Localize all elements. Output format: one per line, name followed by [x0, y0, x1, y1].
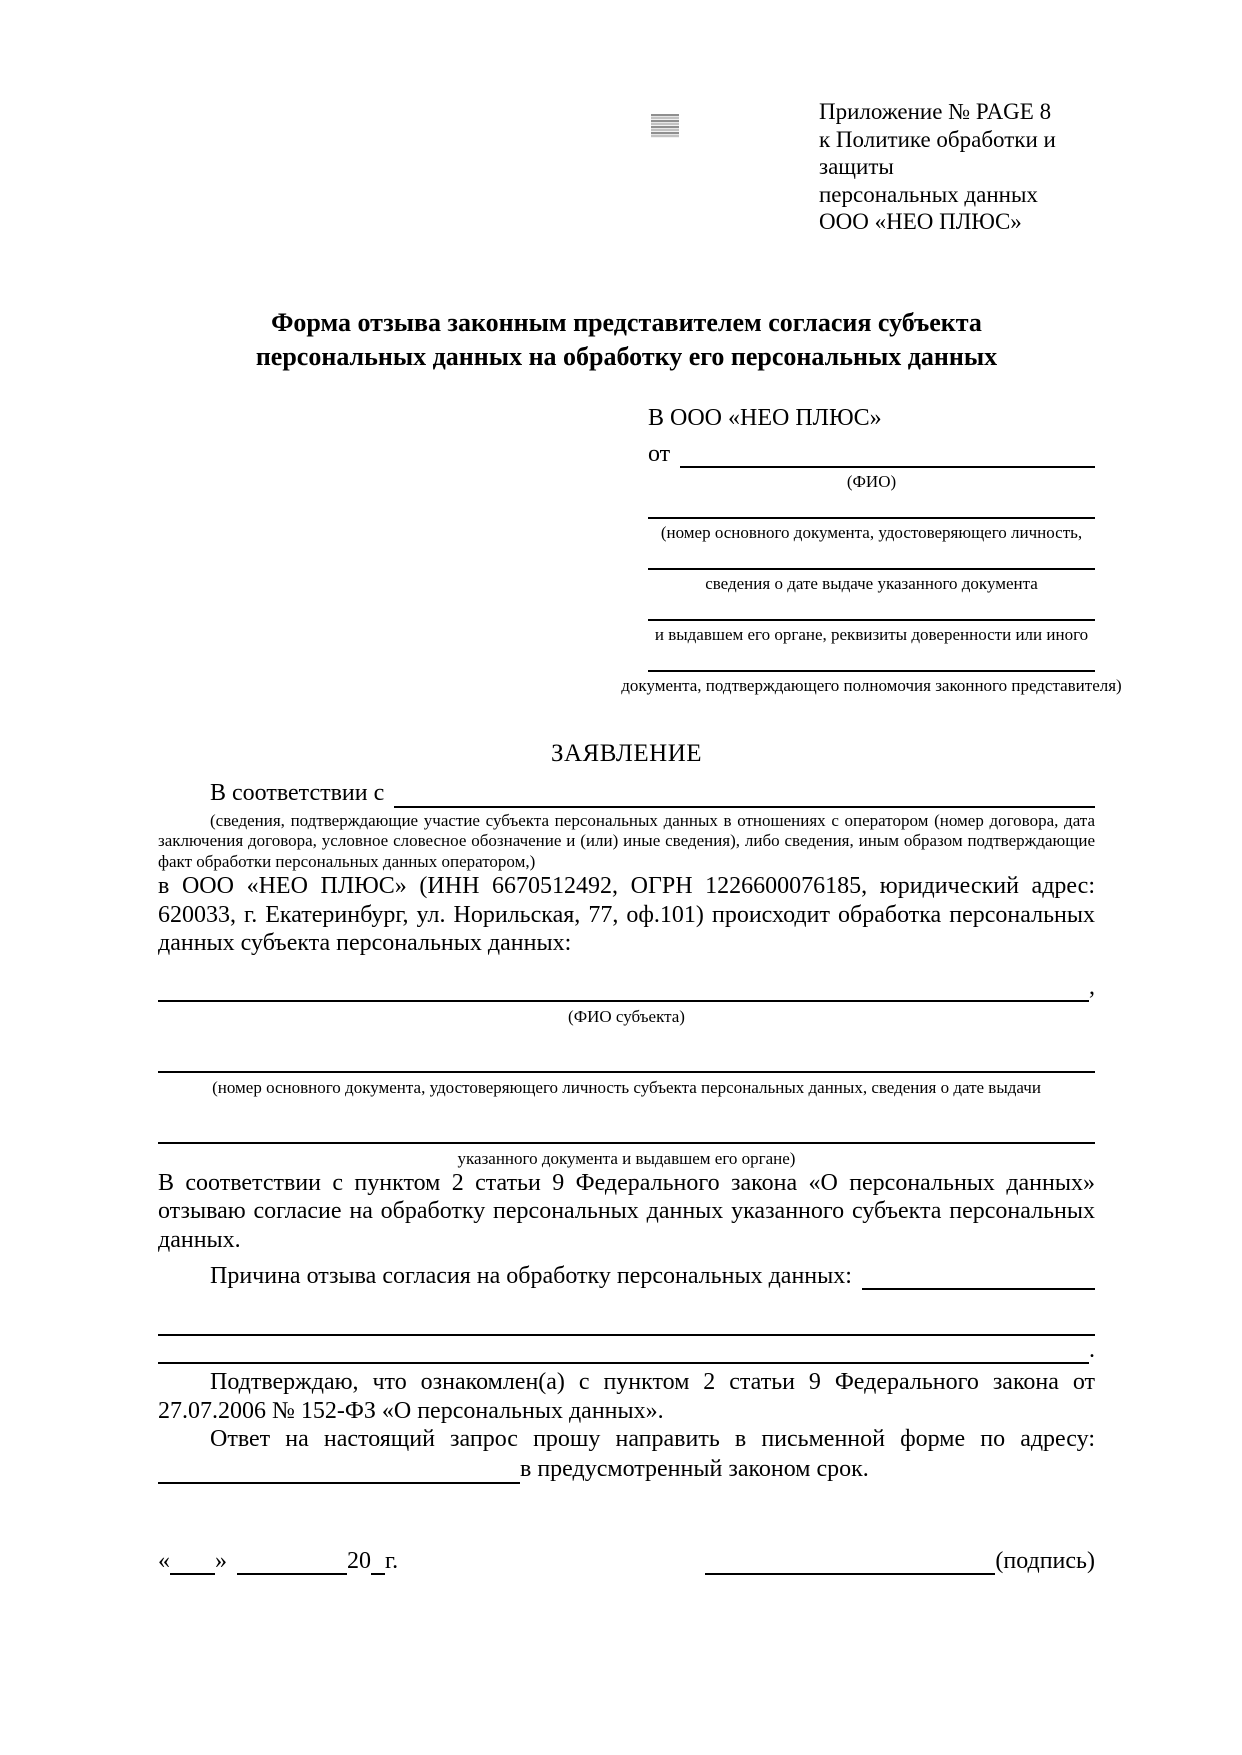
date-day-fill-in-line	[170, 1551, 215, 1575]
addressee-to: В ООО «НЕО ПЛЮС»	[648, 404, 882, 431]
text-lines-icon	[651, 114, 679, 138]
date-year-prefix: 20	[347, 1547, 371, 1574]
reply-intro-paragraph: Ответ на настоящий запрос прошу направить в письменной форме по адресу:	[210, 1426, 1095, 1452]
fio-caption: (ФИО)	[846, 471, 897, 491]
appendix-number-line: Приложение № PAGE 8	[819, 99, 1052, 124]
reason-fill-in-line-3	[158, 1362, 1089, 1364]
date-month-fill-in-line	[237, 1551, 347, 1575]
representative-doc-caption-3: и выдавшем его органе, реквизиты доверенности или иного	[654, 624, 1089, 644]
subject-doc-caption-1: (номер основного документа, удостоверяющего личность субъекта персональных данных, сведения о дате выдачи	[212, 1077, 1041, 1097]
reply-tail-text: в предусмотренный законом срок.	[520, 1456, 869, 1482]
addressee-from-row	[648, 436, 1095, 468]
reason-trailing-period: .	[1089, 1336, 1095, 1363]
reason-fill-in-line-2	[158, 1290, 1095, 1336]
representative-doc-fill-in-line	[648, 543, 1095, 570]
reply-address-fill-in-line	[158, 1458, 520, 1484]
date-quote-close: »	[215, 1547, 227, 1574]
date-year-fill-in-line	[371, 1551, 385, 1575]
accordance-row	[158, 776, 1095, 808]
form-title-line-1: Форма отзыва законным представителем согласия субъекта	[271, 307, 982, 337]
representative-doc-fill-in-line	[648, 645, 1095, 672]
date-quote-open: «	[158, 1547, 170, 1574]
policy-reference-line-2: персональных данных	[819, 181, 1038, 207]
date-signature-row	[158, 1548, 1095, 1575]
from-fill-in-line	[680, 466, 1095, 468]
reason-row	[158, 1260, 1095, 1290]
subject-doc-fill-in-line	[158, 1047, 1095, 1073]
subject-fio-fill-in-line	[158, 1000, 1089, 1002]
representative-doc-caption-4: документа, подтверждающего полномочия законного представителя)	[621, 675, 1122, 695]
accordance-label: В соответствии с	[210, 780, 385, 806]
addressee-block	[621, 402, 1122, 696]
date-group	[158, 1548, 398, 1575]
accordance-footnote: (сведения, подтверждающие участие субъекта персональных данных в отношениях с оператором (номер договора, дата заключения договора, условное словесное обозначение и (или) иные сведения), либо сведения, иным образом подтверждающие факт обработки персональных данных оператором,)	[158, 810, 1095, 871]
document-header	[158, 98, 1095, 236]
subject-fio-row	[158, 976, 1095, 1002]
representative-doc-caption-2: сведения о дате выдаче указанного документа	[705, 573, 1038, 593]
signature-caption: (подпись)	[995, 1547, 1095, 1574]
reason-fill-in-line	[862, 1288, 1095, 1290]
policy-reference-line-1: к Политике обработки и защиты	[819, 126, 1056, 179]
reply-address-row	[158, 1454, 1095, 1484]
operator-paragraph: в ООО «НЕО ПЛЮС» (ИНН 6670512492, ОГРН 1226600076185, юридический адрес: 620033, г. Екатеринбург, ул. Норильская, 77, оф.101) происходит обработка персональных данных субъекта персональных данных:	[158, 873, 1095, 956]
subject-fio-caption: (ФИО субъекта)	[568, 1006, 685, 1026]
date-year-suffix: г.	[385, 1547, 399, 1574]
subject-doc-fill-in-line	[158, 1118, 1095, 1144]
reason-label: Причина отзыва согласия на обработку персональных данных:	[210, 1262, 852, 1289]
subject-doc-caption-2: указанного документа и выдавшем его органе)	[457, 1148, 796, 1168]
withdrawal-paragraph: В соответствии с пунктом 2 статьи 9 Федерального закона «О персональных данных» отзываю согласие на обработку персональных данных указанного субъекта персональных данных.	[158, 1169, 1095, 1253]
form-title	[158, 306, 1095, 374]
reason-fill-in-row-3	[158, 1336, 1095, 1364]
statement-heading: ЗАЯВЛЕНИЕ	[550, 739, 703, 767]
representative-doc-caption-1: (номер основного документа, удостоверяющего личность,	[660, 522, 1083, 542]
appendix-reference	[819, 98, 1095, 236]
accordance-fill-in-line	[394, 806, 1095, 808]
representative-doc-fill-in-line	[648, 492, 1095, 519]
subject-trailing-comma: ,	[1089, 974, 1095, 1000]
signature-fill-in-line	[705, 1551, 995, 1575]
signature-group	[705, 1548, 1095, 1575]
company-name: ООО «НЕО ПЛЮС»	[819, 209, 1022, 234]
confirmation-paragraph: Подтверждаю, что ознакомлен(а) с пунктом 2 статьи 9 Федерального закона от 27.07.2006 № 152-ФЗ «О персональных данных».	[158, 1369, 1095, 1424]
representative-doc-fill-in-line	[648, 594, 1095, 621]
form-title-line-2: персональных данных на обработку его персональных данных	[255, 341, 998, 371]
from-label: от	[648, 440, 671, 467]
statement-body	[158, 776, 1095, 1484]
